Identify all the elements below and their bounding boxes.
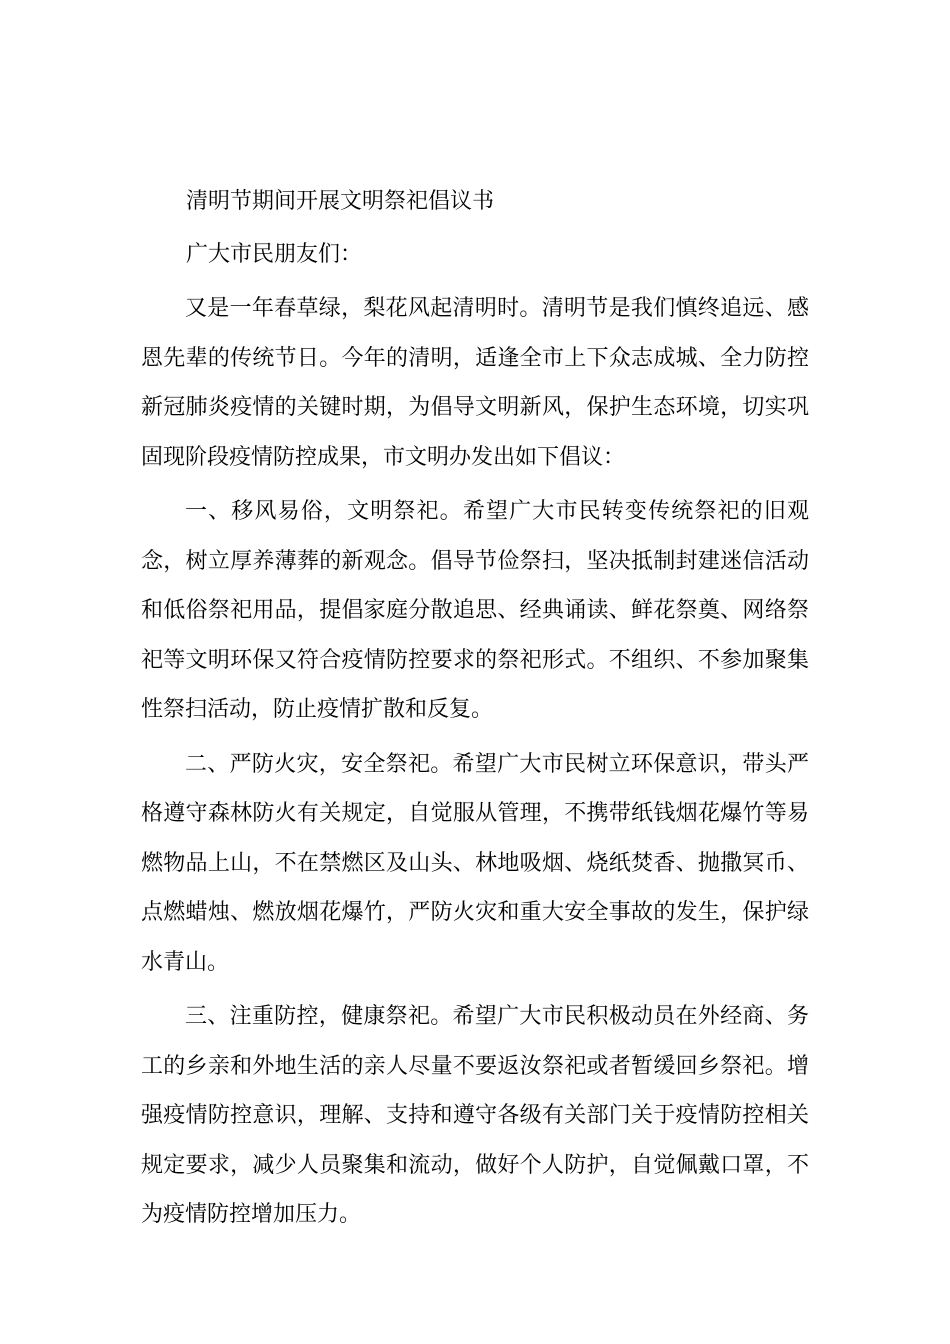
paragraph-point-1: 一、移风易俗，文明祭祀。希望广大市民转变传统祭祀的旧观念，树立厚养薄葬的新观念。倡导节俭祭扫，坚决抵制封建迷信活动和低俗祭祀用品，提倡家庭分散追思、经典诵读、鲜花祭奠、网络祭祀等文明环保又符合疫情防控要求的祭祀形式。不组织、不参加聚集性祭扫活动，防止疫情扩散和反复。 xyxy=(141,499,809,722)
paragraph-point-3: 三、注重防控，健康祭祀。希望广大市民积极动员在外经商、务工的乡亲和外地生活的亲人尽量不要返汝祭祀或者暂缓回乡祭祀。增强疫情防控意识，理解、支持和遵守各级有关部门关于疫情防控相关规定要求，减少人员聚集和流动，做好个人防护，自觉佩戴口罩，不为疫情防控增加压力。 xyxy=(141,1004,809,1227)
salutation: 广大市民朋友们： xyxy=(186,242,363,267)
paragraph-intro: 又是一年春草绿，梨花风起清明时。清明节是我们慎终追远、感恩先辈的传统节日。今年的清明，适逢全市上下众志成城、全力防控新冠肺炎疫情的关键时期，为倡导文明新风，保护生态环境，切实巩固现阶段疫情防控成果，市文明办发出如下倡议： xyxy=(141,296,809,470)
document-body xyxy=(141,178,809,1245)
document-title: 清明节期间开展文明祭祀倡议书 xyxy=(186,189,495,214)
paragraph-point-2: 二、严防火灾，安全祭祀。希望广大市民树立环保意识，带头严格遵守森林防火有关规定，自觉服从管理，不携带纸钱烟花爆竹等易燃物品上山，不在禁燃区及山头、林地吸烟、烧纸焚香、抛撒冥币、点燃蜡烛、燃放烟花爆竹，严防火灾和重大安全事故的发生，保护绿水青山。 xyxy=(141,751,809,975)
